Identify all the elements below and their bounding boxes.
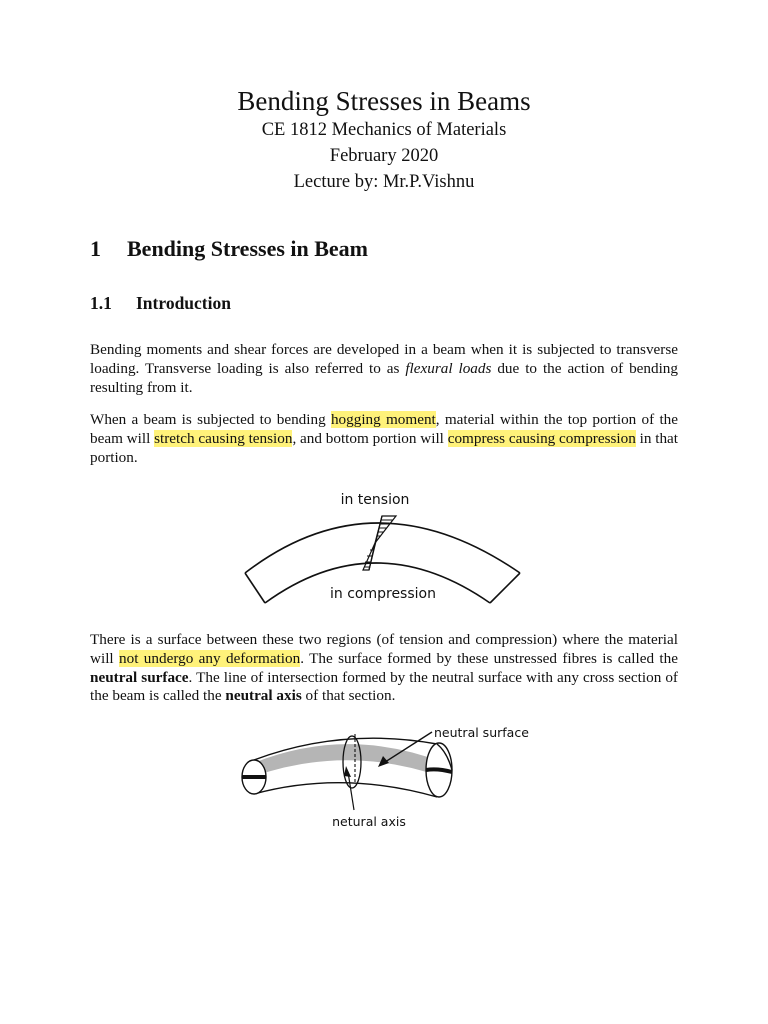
bold-neutral-axis: neutral axis xyxy=(225,687,302,705)
in-compression-label: in compression xyxy=(330,586,436,602)
subsection-number: 1.1 xyxy=(90,293,112,313)
beam-top-edge xyxy=(245,523,520,573)
neutral-surface-figure xyxy=(232,722,542,837)
bending-stress-diagram xyxy=(235,485,530,610)
paragraph-text: due to the action of bending resulting from it. xyxy=(90,359,678,396)
highlight-tension: stretch causing tension xyxy=(154,429,293,447)
document-title: Bending Stresses in Beams xyxy=(237,86,531,116)
neutral-surface-label: neutral surface xyxy=(434,725,529,740)
beam-right-end xyxy=(490,573,520,603)
middle-cross-section xyxy=(343,736,361,788)
paragraph-text: of that section. xyxy=(301,687,396,705)
bold-neutral-surface: neutral surface xyxy=(90,668,189,686)
section-number: 1 xyxy=(90,236,101,261)
highlight-no-deformation: not undergo any deformation xyxy=(119,649,301,667)
subsection-heading xyxy=(90,293,231,314)
intro-paragraph xyxy=(90,341,678,397)
paragraph-text: . The surface formed by these unstressed fibres is called the xyxy=(300,649,678,667)
document-date: February 2020 xyxy=(329,146,439,166)
paragraph-text: , material within the top portion of the beam will xyxy=(90,411,679,447)
emphasis-term: flexural loads xyxy=(405,359,492,377)
paragraph-text: . The line of intersection formed by the neutral surface with any cross section of the beam is called the xyxy=(90,668,678,705)
neutral-axis-label: netural axis xyxy=(332,814,406,829)
paragraph-text: , and bottom portion will xyxy=(292,429,448,447)
in-tension-label: in tension xyxy=(340,492,410,508)
neutral-axis-pointer xyxy=(348,772,354,810)
bending-paragraph xyxy=(90,411,678,467)
beam-left-end xyxy=(245,573,265,603)
paragraph-text: When a beam is subjected to bending xyxy=(90,411,331,428)
neutral-paragraph xyxy=(90,631,678,706)
neutral-axis-arrowhead xyxy=(344,766,351,777)
section-heading xyxy=(90,236,368,262)
course-name: CE 1812 Mechanics of Materials xyxy=(261,120,507,140)
section-title: Bending Stresses in Beam xyxy=(127,236,369,261)
paragraph-text: in that portion. xyxy=(90,429,679,466)
bending-stress-figure xyxy=(235,485,530,610)
paragraph-text: There is a surface between these two regions (of tension and compression) where the material will xyxy=(90,631,678,667)
subsection-title: Introduction xyxy=(136,293,231,313)
highlight-compression: compress causing compression xyxy=(447,429,636,447)
paragraph-text: Bending moments and shear forces are developed in a beam when it is subjected to transverse loading. Transverse loading is also referred to as xyxy=(90,341,678,377)
neutral-surface-diagram xyxy=(232,722,542,837)
beam-bottom-line xyxy=(254,783,437,797)
lecturer-line: Lecture by: Mr.P.Vishnu xyxy=(293,172,475,192)
highlight-hogging-moment: hogging moment xyxy=(330,411,436,428)
